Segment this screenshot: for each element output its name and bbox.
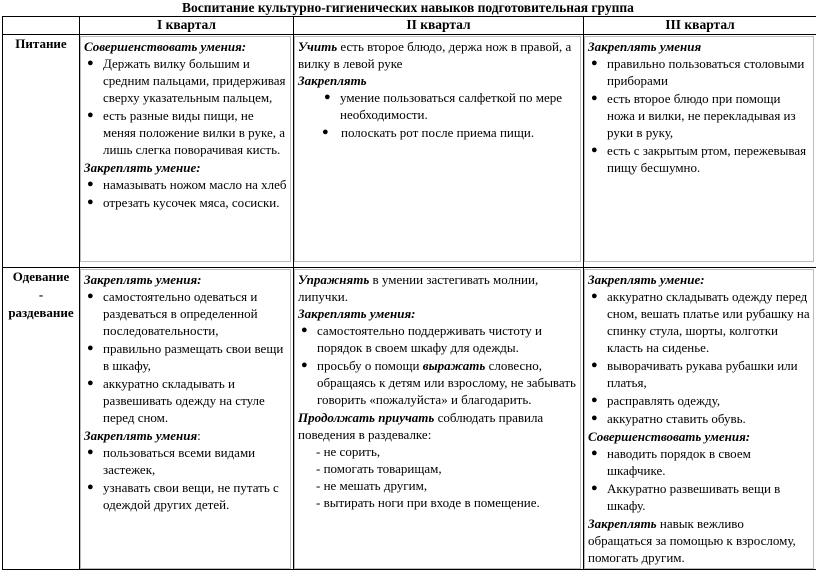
list-item: ● есть второе блюдо при помощи ножа и вилки, не перекладывая из руки в руку,: [588, 90, 811, 141]
dash-item: - помогать товарищам,: [298, 460, 578, 477]
list-item: ● просьбу о помощи выражать словесно, обращаясь к детям или взрослому, не забывать говорить «пожалуйста» и благодарить.: [298, 357, 578, 408]
food-q1-list-1: [84, 55, 288, 158]
list-item: ● полоскать рот после приема пищи.: [301, 124, 578, 141]
list-item: ● есть с закрытым ртом, пережевывая пищу бесшумно.: [588, 142, 811, 176]
quarter-2-header: II квартал: [294, 17, 584, 35]
list-item: ● пользоваться всеми видами застежек,: [84, 444, 288, 478]
bullet-icon: ●: [87, 176, 94, 193]
bullet-icon: ●: [591, 392, 598, 409]
list-item: ● самостоятельно поддерживать чистоту и порядок в своем шкафу для одежды.: [298, 322, 578, 356]
list-item: ● аккуратно складывать и развешивать одежду на стуле перед сном.: [84, 375, 288, 426]
dress-q3-list-2: [588, 445, 811, 514]
list-item: ● наводить порядок в своем шкафчике.: [588, 445, 811, 479]
dress-row-header-line-2: -: [3, 286, 79, 304]
dress-q3-label-1: Закреплять умение:: [588, 271, 811, 288]
food-q3-list: [588, 55, 811, 176]
dress-q2-cell: [294, 268, 584, 570]
bullet-icon: ●: [591, 288, 598, 305]
list-item: ● Аккуратно развешивать вещи в шкафу.: [588, 480, 811, 514]
dress-row: [3, 268, 816, 570]
food-q2-cell: [294, 35, 584, 268]
dress-q2-continue-text: соблюдать правила поведения в раздевалке:: [298, 410, 543, 442]
bullet-icon: ●: [591, 90, 598, 107]
corner-cell: [3, 17, 80, 35]
bullet-icon: ●: [301, 357, 308, 374]
food-q2-lead-label: Учить: [298, 39, 337, 54]
list-item: ● аккуратно ставить обувь.: [588, 410, 811, 427]
bullet-icon: ●: [591, 142, 598, 159]
dress-q1-label-1: Закреплять умения:: [84, 271, 288, 288]
list-item: ● аккуратно складывать одежду перед сном, вешать платье или рубашку на спинку стула, шорты, колготки класть на сиденье.: [588, 288, 811, 356]
bullet-icon: ●: [324, 89, 331, 106]
dress-q3-list-1: [588, 288, 811, 427]
dress-q2-label: Закреплять умения:: [298, 305, 578, 322]
bullet-icon: ●: [87, 107, 94, 124]
food-row-header: Питание: [3, 35, 80, 268]
dress-q3-closing: [588, 515, 811, 566]
list-item: ● узнавать свои вещи, не путать с одеждой других детей.: [84, 479, 288, 513]
dress-row-header: [3, 268, 80, 570]
dress-row-header-line-1: Одевание: [3, 268, 79, 286]
food-row: [3, 35, 816, 268]
food-q2-lead-text: есть второе блюдо, держа нож в правой, а вилку в левой руке: [298, 39, 571, 71]
header-row: [3, 17, 816, 35]
list-item: ● отрезать кусочек мяса, сосиски.: [84, 194, 288, 211]
list-item: ● правильно размещать свои вещи в шкафу,: [84, 340, 288, 374]
bullet-icon: ●: [87, 375, 94, 392]
food-q3-label: Закреплять умения: [588, 38, 811, 55]
dash-item: - не сорить,: [298, 443, 578, 460]
dress-q2-lead: [298, 271, 578, 305]
dress-q2-lead-text: в умении застегивать молнии, липучки.: [298, 272, 538, 304]
dress-q3-label-3: Закреплять: [588, 516, 657, 531]
food-q3-cell: [584, 35, 816, 268]
dress-q1-cell: [80, 268, 294, 570]
bullet-icon: ●: [301, 322, 308, 339]
bullet-icon: ●: [87, 444, 94, 461]
dress-q2-list: [298, 322, 578, 408]
list-item: ● выворачивать рукава рубашки или платья,: [588, 357, 811, 391]
list-item: ● умение пользоваться салфеткой по мере необходимости.: [298, 89, 578, 123]
dash-item: - вытирать ноги при входе в помещение.: [298, 494, 578, 511]
dress-q3-label-2: Совершенствовать умения:: [588, 428, 811, 445]
food-q1-label-1: Совершенствовать умения:: [84, 38, 288, 55]
dress-q3-closing-text: навык вежливо обращаться за помощью к взрослому, помогать другим.: [588, 516, 796, 565]
bullet-icon: ●: [591, 410, 598, 427]
bullet-icon: ●: [591, 55, 598, 72]
dress-q2-continue-label: Продолжать приучать: [298, 410, 434, 425]
food-q2-list: [298, 89, 578, 123]
bullet-icon: ●: [87, 194, 94, 211]
dress-q2-lead-label: Упражнять: [298, 272, 369, 287]
bullet-icon: ●: [591, 445, 598, 462]
list-item: ● намазывать ножом масло на хлеб: [84, 176, 288, 193]
list-item: ● расправлять одежду,: [588, 392, 811, 409]
dress-row-header-line-3: раздевание: [3, 304, 79, 322]
dress-q2-continue: [298, 409, 578, 443]
bullet-icon: ●: [87, 288, 94, 305]
dress-q1-list-2: [84, 444, 288, 513]
bullet-icon: ●: [87, 340, 94, 357]
bullet-icon: ●: [87, 479, 94, 496]
bullet-icon: ●: [87, 55, 94, 72]
list-item: ● самостоятельно одеваться и раздеваться в определенной последовательности,: [84, 288, 288, 339]
food-q2-label: Закреплять: [298, 72, 578, 89]
dress-q1-list-1: [84, 288, 288, 426]
list-item: ● правильно пользоваться столовыми приборами: [588, 55, 811, 89]
quarter-3-header: III квартал: [584, 17, 816, 35]
food-q2-list-b: [301, 124, 578, 141]
dress-q3-cell: [584, 268, 816, 570]
list-item: ● есть разные виды пищи, не меняя положение вилки в руке, а лишь слегка поворачивая кисть.: [84, 107, 288, 158]
quarter-1-header: I квартал: [80, 17, 294, 35]
dress-q1-label-2: Закреплять умения: [84, 428, 197, 443]
bullet-icon: ●: [322, 124, 329, 141]
food-q1-list-2: [84, 176, 288, 211]
list-item: ● Держать вилку большим и средним пальцами, придерживая сверху указательным пальцем,: [84, 55, 288, 106]
bullet-icon: ●: [591, 357, 598, 374]
bullet-icon: ●: [591, 480, 598, 497]
food-q1-cell: [80, 35, 294, 268]
dash-item: - не мешать другим,: [298, 477, 578, 494]
page-title: Воспитание культурно-гигиенических навыков подготовительная группа: [0, 0, 816, 16]
skills-table: [2, 16, 816, 570]
dress-q1-label-2-wrap: Закреплять умения:: [84, 427, 288, 444]
food-q2-lead: [298, 38, 578, 72]
food-q1-label-2: Закреплять умение:: [84, 159, 288, 176]
